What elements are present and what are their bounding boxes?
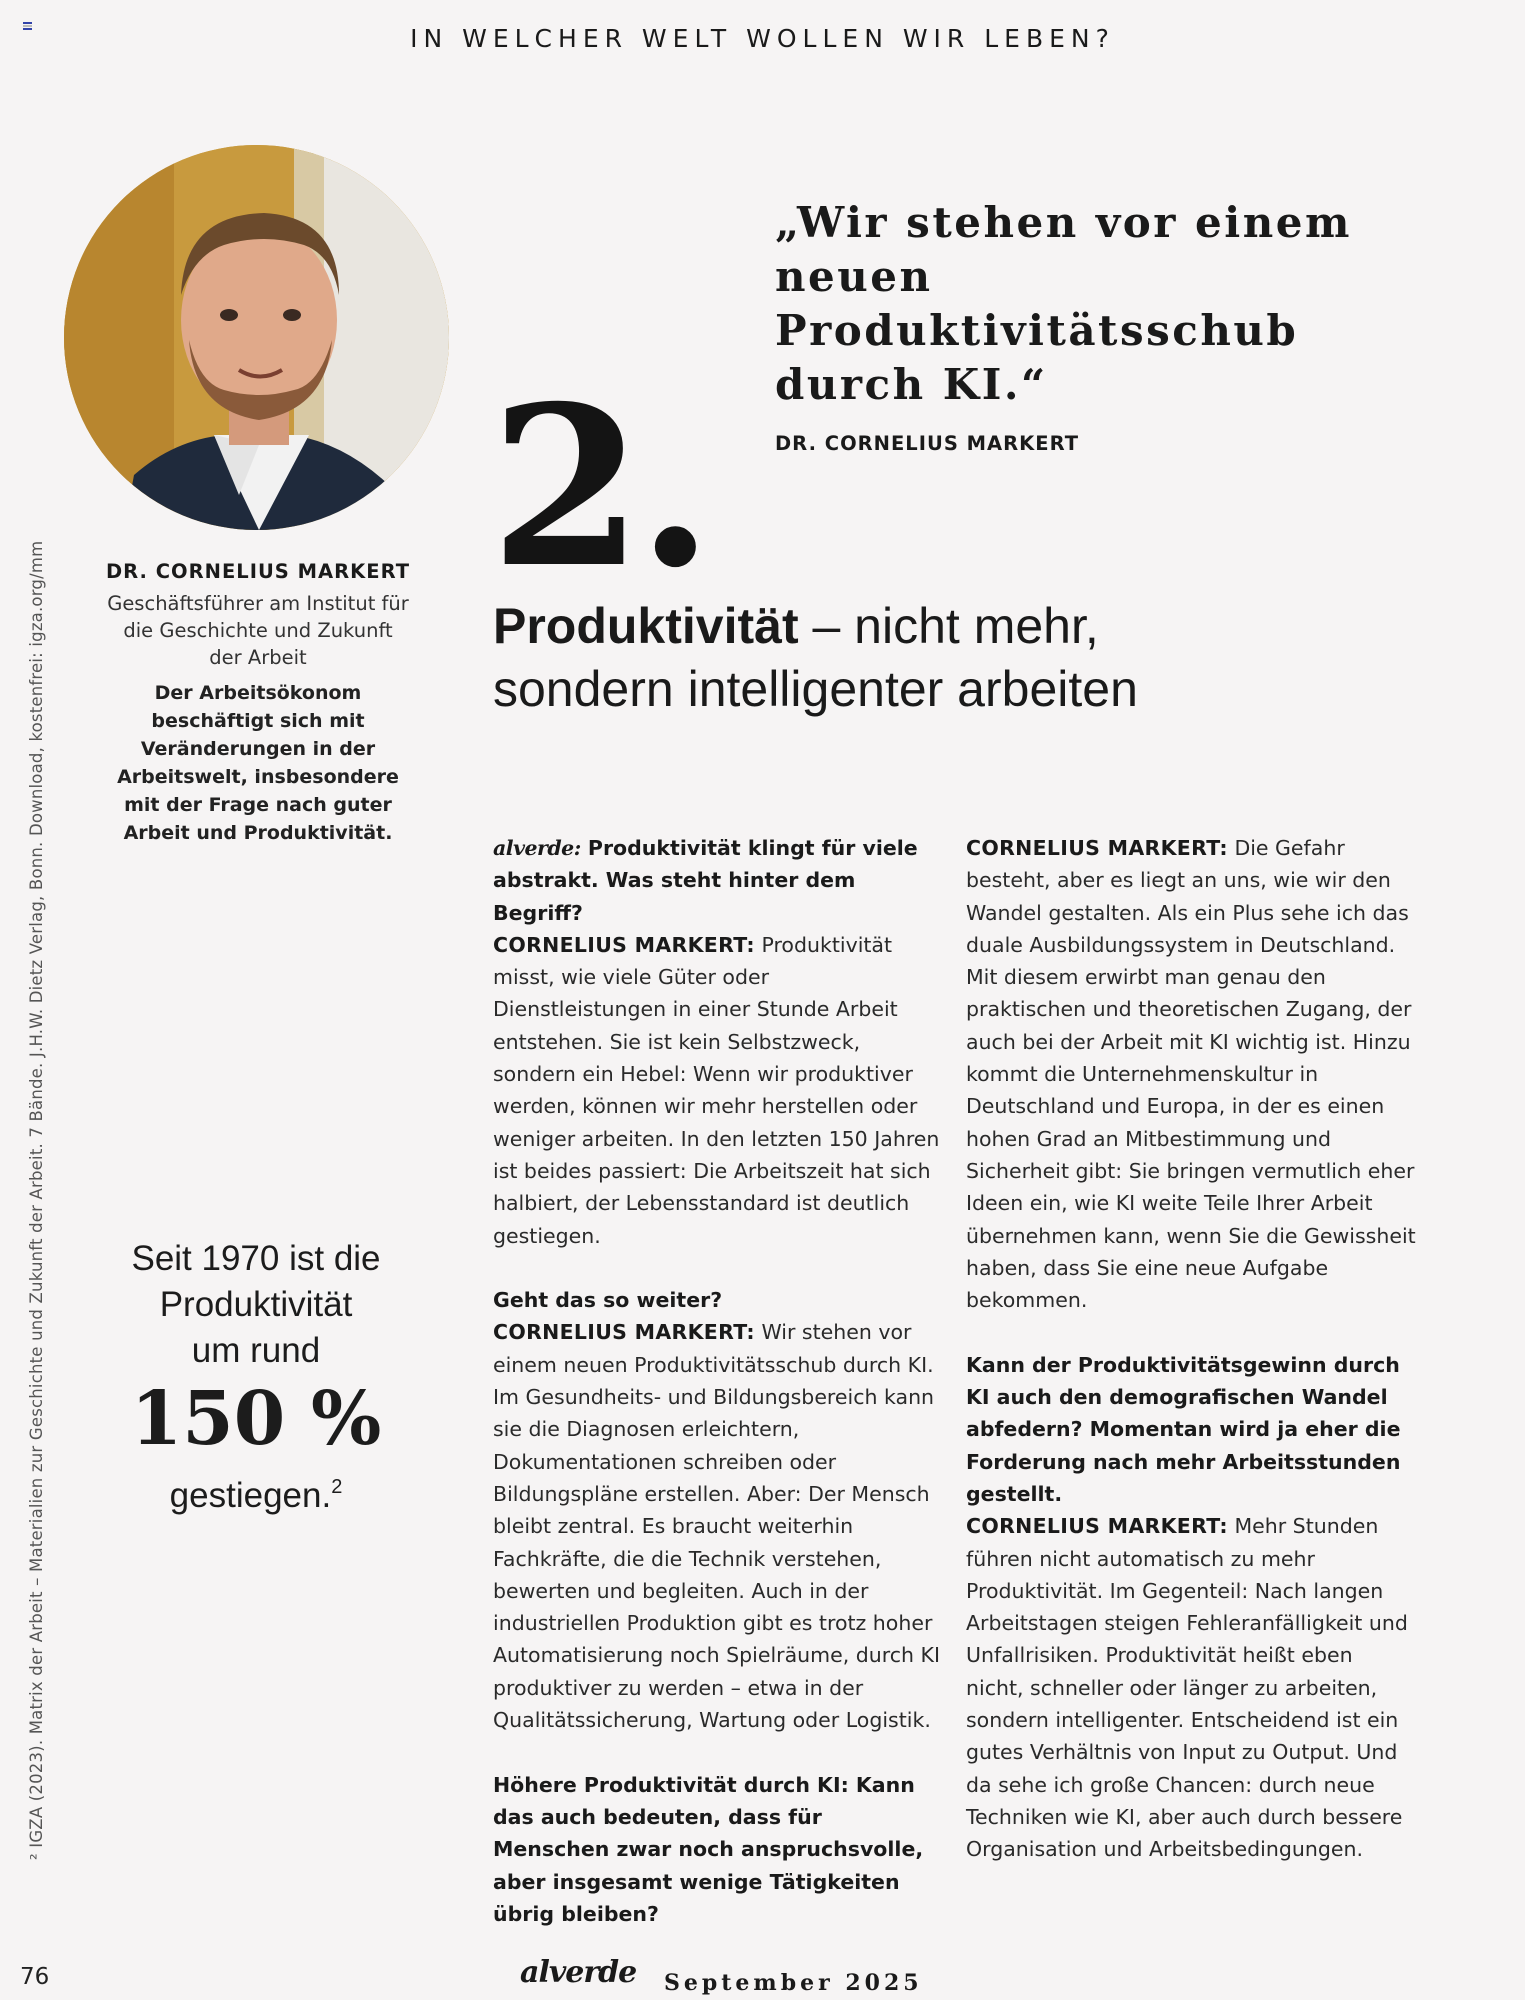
footnote-source: ² IGZA (2023). Matrix der Arbeit – Materialien zur Geschichte und Zukunft der Arbeit. 7 Bände. J.H.W. Dietz Verlag, Bonn. Download, kostenfrei: igza.org/mm: [27, 540, 46, 1860]
article-headline: [493, 595, 1193, 721]
page-number: 76: [20, 1964, 50, 1990]
headline-bold: Produktivität: [493, 598, 799, 654]
footer-issue-date: September 2025: [664, 1970, 923, 1996]
quote-author: DR. CORNELIUS MARKERT: [775, 432, 1080, 455]
footer-brand-logo: alverde: [520, 1955, 637, 1990]
answer-3: Die Gefahr besteht, aber es liegt an uns, wie wir den Wandel gestalten. Als ein Plus sehe ich das duale Ausbildungssystem in Deutschland. Mit diesem erwirbt man genau den praktischen und theoretischen Zugang, der auch bei der Arbeit mit KI wichtig ist. Hinzu kommt die Unternehmenskultur in Deutschland und Europa, in der es einen hohen Grad an Mitbestimmung und Sicherheit gibt: Sie bringen vermutlich eher Ideen ein, wie KI weite Teile Ihrer Arbeit übernehmen kann, wenn Sie die Gewissheit haben, dass Sie eine neue Aufgabe bekommen.: [966, 836, 1416, 1313]
article-column-1: [493, 832, 943, 1962]
answer-1: Produktivität misst, wie viele Güter oder Dienstleistungen in einer Stunde Arbeit entstehen. Sie ist kein Selbstzweck, sondern ein Hebel: Wenn wir produktiver werden, können wir mehr herstellen oder weniger arbeiten. In den letzten 150 Jahren ist beides passiert: Die Arbeitszeit hat sich halbiert, der Lebensstandard ist deutlich gestiegen.: [493, 932, 940, 1248]
page-kicker: IN WELCHER WELT WOLLEN WIR LEBEN?: [410, 24, 1115, 53]
profile-name: DR. CORNELIUS MARKERT: [105, 560, 411, 583]
stat-line-1: Seit 1970 ist die: [131, 1239, 381, 1278]
question-1: Produktivität klingt für viele abstrakt. Was steht hinter dem Begriff?: [493, 836, 918, 925]
headline-rest: – nicht mehr, sondern intelligenter arbeiten: [493, 598, 1138, 717]
answer-2: Wir stehen vor einem neuen Produktivitätsschub durch KI. Im Gesundheits- und Bildungsbereich kann sie die Diagnosen erleichtern, Dokumentationen schreiben oder Bildungspläne erstellen. Aber: Der Mensch bleibt zentral. Es braucht weiterhin Fachkräfte, die die Technik verstehen, bewerten und begleiten. Auch in der industriellen Produktion gibt es trotz hoher Automatisierung noch Spielräume, durch KI produktiver zu werden – etwa in der Qualitätssicherung, Wartung oder Logistik.: [493, 1320, 940, 1733]
article-column-2: [966, 832, 1416, 1898]
portrait-photo: [64, 145, 449, 530]
alverde-brand: alverde:: [493, 836, 581, 860]
section-number: 2.: [490, 357, 708, 616]
stat-box: [100, 1236, 412, 1519]
speaker-label: CORNELIUS MARKERT:: [966, 1514, 1228, 1539]
stat-value: 150 %: [130, 1376, 382, 1462]
question-3: Höhere Produktivität durch KI: Kann das auch bedeuten, dass für Menschen zwar noch anspruchsvolle, aber insgesamt wenige Tätigkeiten übrig bleiben?: [493, 1772, 924, 1926]
question-4: Kann der Produktivitätsgewinn durch KI auch den demografischen Wandel abfedern? Momentan wird ja eher die Forderung nach mehr Arbeitsstunden gestellt.: [966, 1352, 1401, 1506]
profile-description: Der Arbeitsökonom beschäftigt sich mit Veränderungen in der Arbeitswelt, insbesondere mit der Frage nach guter Arbeit und Produktivität.: [117, 682, 399, 844]
profile-role: Geschäftsführer am Institut für die Geschichte und Zukunft der Arbeit: [107, 592, 409, 669]
speaker-label: CORNELIUS MARKERT:: [493, 932, 755, 957]
question-2: Geht das so weiter?: [493, 1288, 723, 1313]
stat-line-3: um rund: [191, 1331, 321, 1370]
speaker-label: CORNELIUS MARKERT:: [493, 1320, 755, 1345]
pull-quote: „Wir stehen vor einem neuen Produktivitätsschub durch KI.“: [775, 198, 1352, 409]
stat-footnote-mark: 2: [331, 1476, 343, 1498]
stat-line-4: gestiegen.: [169, 1476, 332, 1515]
stat-line-2: Produktivität: [159, 1285, 353, 1324]
speaker-label: CORNELIUS MARKERT:: [966, 836, 1228, 860]
answer-4: Mehr Stunden führen nicht automatisch zu mehr Produktivität. Im Gegenteil: Nach langen Arbeitstagen steigen Fehleranfälligkeit und Unfallrisiken. Produktivität heißt eben nicht, schneller oder länger zu arbeiten, sondern intelligenter. Entscheidend ist ein gutes Verhältnis von Input zu Output. Und da sehe ich große Chancen: durch neue Techniken wie KI, aber auch durch bessere Organisation und Arbeitsbedingungen.: [966, 1514, 1408, 1862]
